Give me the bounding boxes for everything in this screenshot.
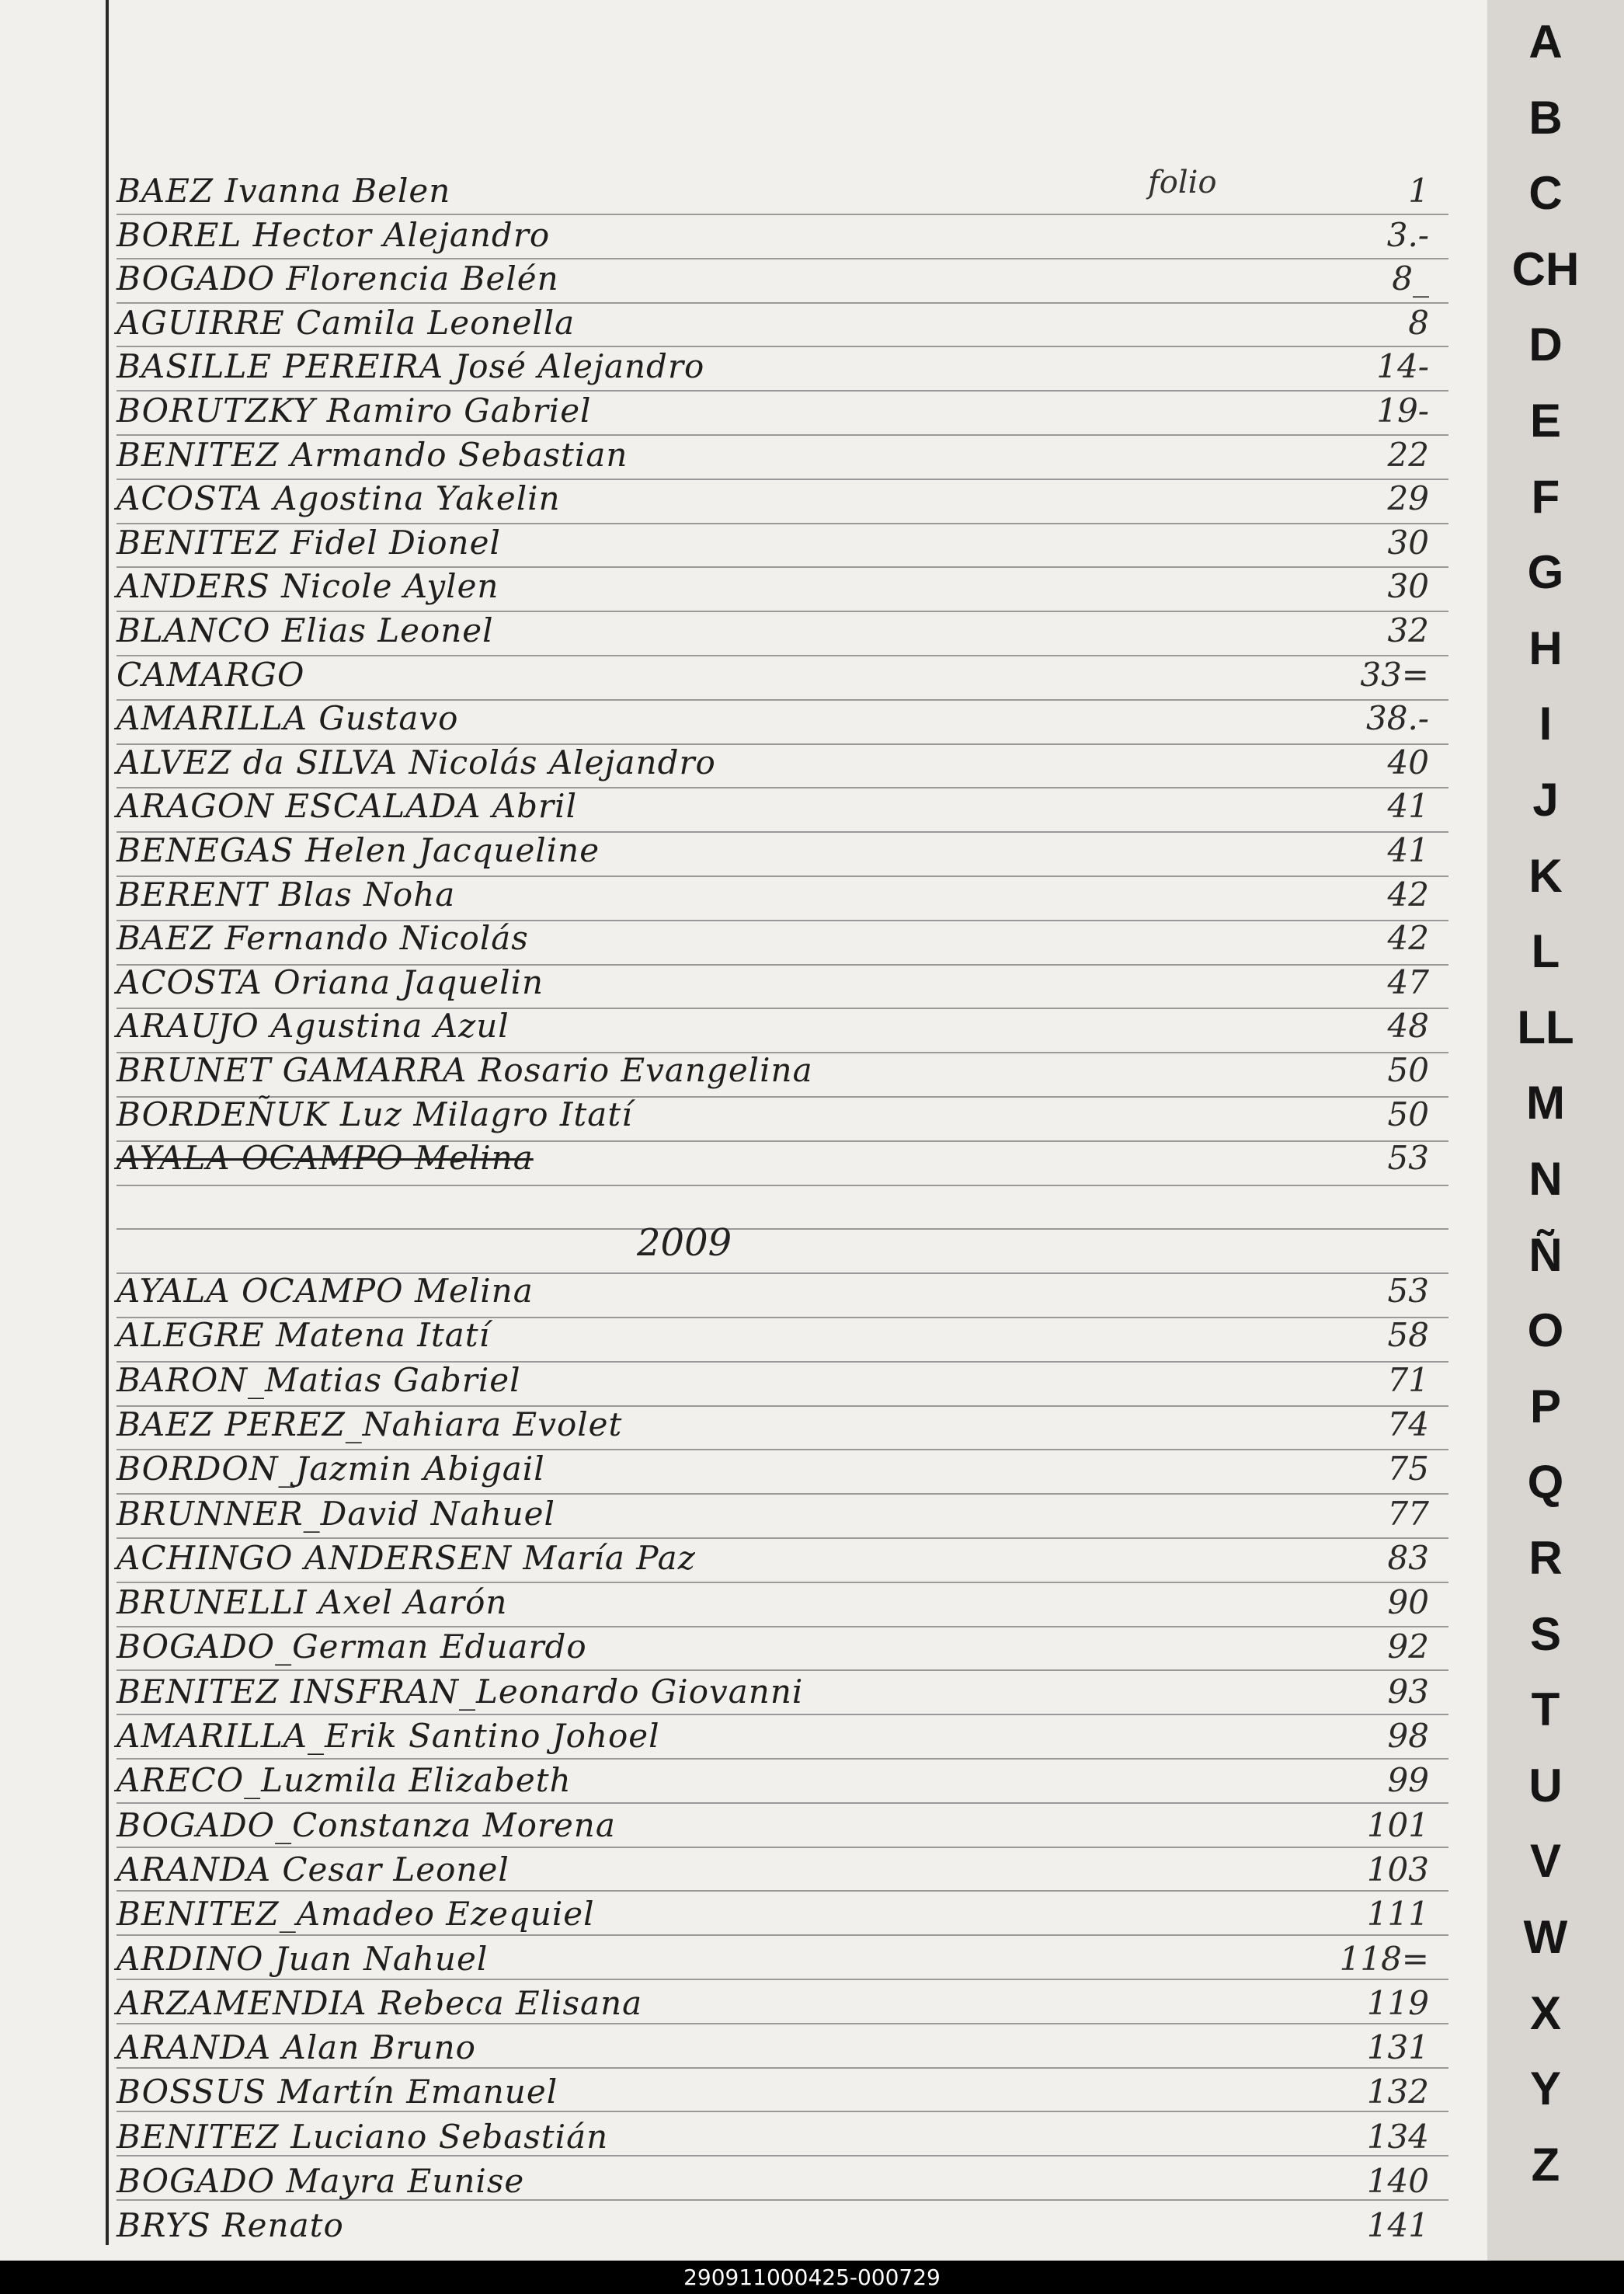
entry-row xyxy=(0,1447,1476,1491)
entry-folio-number: 38.- xyxy=(1366,699,1429,738)
entry-row xyxy=(0,1982,1476,2025)
index-tab[interactable]: Q xyxy=(1527,1456,1564,1508)
entry-row xyxy=(0,1625,1476,1669)
entry-row xyxy=(0,609,1476,653)
entry-name: BENITEZ Luciano Sebastián xyxy=(116,2117,609,2156)
entry-folio-number: 92 xyxy=(1387,1627,1429,1666)
entry-folio-number: 32 xyxy=(1387,611,1429,649)
index-tab[interactable]: Z xyxy=(1531,2139,1560,2191)
entry-name: ARAGON ESCALADA Abril xyxy=(116,787,578,826)
entry-name: BENITEZ INSFRAN_Leonardo Giovanni xyxy=(116,1672,804,1711)
entry-row xyxy=(0,961,1476,1004)
entry-name: ARZAMENDIA Rebeca Elisana xyxy=(116,1983,643,2022)
entry-row xyxy=(0,1403,1476,1446)
entry-name: BENEGAS Helen Jacqueline xyxy=(116,831,600,869)
entry-folio-number: 134 xyxy=(1366,2117,1429,2156)
entry-row xyxy=(0,1804,1476,1847)
entry-row xyxy=(0,1049,1476,1092)
entry-name: ARDINO Juan Nahuel xyxy=(116,1939,489,1978)
entry-name: ARECO_Luzmila Elizabeth xyxy=(116,1761,572,1800)
entry-name: BORUTZKY Ramiro Gabriel xyxy=(116,392,592,430)
entry-row xyxy=(0,653,1476,697)
entry-name: BOGADO_Constanza Morena xyxy=(116,1805,616,1844)
index-tab[interactable]: G xyxy=(1527,546,1564,598)
image-caption-bar xyxy=(0,2261,1624,2294)
entry-name: ACOSTA Oriana Jaquelin xyxy=(116,963,544,1001)
entry-name: BARON_Matias Gabriel xyxy=(116,1360,521,1399)
entry-folio-number: 119 xyxy=(1366,1983,1429,2022)
entry-row xyxy=(0,697,1476,740)
entry-name: ACOSTA Agostina Yakelin xyxy=(116,479,561,518)
entry-name: BORDON_Jazmin Abigail xyxy=(116,1450,545,1488)
entry-folio-number: 93 xyxy=(1387,1672,1429,1711)
entry-row xyxy=(0,169,1476,213)
entry-name: CAMARGO xyxy=(116,655,305,694)
index-tab[interactable]: C xyxy=(1528,167,1563,219)
entry-folio-number: 103 xyxy=(1366,1850,1429,1888)
entry-row xyxy=(0,1937,1476,1981)
entry-folio-number: 141 xyxy=(1366,2206,1429,2245)
entry-name: AYALA OCAMPO Melina xyxy=(116,1272,534,1310)
folio-column-label: folio xyxy=(1148,165,1217,200)
index-tab[interactable]: F xyxy=(1531,471,1560,523)
image-id-label: 290911000425-000729 xyxy=(683,2264,941,2290)
entry-row xyxy=(0,257,1476,301)
entry-row xyxy=(0,565,1476,608)
index-tab[interactable]: D xyxy=(1528,319,1563,371)
entry-name: BENITEZ Armando Sebastian xyxy=(116,435,628,474)
entry-folio-number: 33= xyxy=(1360,655,1429,694)
entry-folio-number: 42 xyxy=(1387,875,1429,914)
entry-name: BRYS Renato xyxy=(116,2206,344,2245)
entry-row xyxy=(0,345,1476,388)
entry-name: BASILLE PEREIRA José Alejandro xyxy=(116,347,705,386)
entry-folio-number: 30 xyxy=(1387,523,1429,562)
entry-row xyxy=(0,389,1476,433)
entry-row xyxy=(0,1492,1476,1536)
entry-row xyxy=(0,1581,1476,1624)
entry-folio-number: 75 xyxy=(1387,1450,1429,1488)
entry-folio-number: 53 xyxy=(1387,1139,1429,1178)
entry-folio-number: 98 xyxy=(1387,1717,1429,1755)
entry-row xyxy=(0,1137,1476,1180)
entry-folio-number: 14- xyxy=(1376,347,1429,386)
entry-folio-number: 19- xyxy=(1376,392,1429,430)
entry-row xyxy=(0,1269,1476,1313)
index-tab[interactable]: E xyxy=(1529,395,1562,447)
entry-folio-number: 74 xyxy=(1387,1405,1429,1443)
index-tab[interactable]: K xyxy=(1528,850,1563,902)
entry-row xyxy=(0,1359,1476,1402)
index-tab[interactable]: M xyxy=(1526,1077,1565,1129)
index-tab[interactable]: S xyxy=(1529,1608,1562,1660)
entry-folio-number: 77 xyxy=(1387,1494,1429,1533)
entry-name: BENITEZ_Amadeo Ezequiel xyxy=(116,1895,595,1934)
index-tab[interactable]: B xyxy=(1528,92,1563,144)
entry-row xyxy=(0,1714,1476,1758)
entry-folio-number: 3.- xyxy=(1386,215,1429,254)
entry-name: ARAUJO Agustina Azul xyxy=(116,1007,509,1046)
alphabet-index-tabs xyxy=(1487,0,1624,2261)
entry-folio-number: 29 xyxy=(1387,479,1429,518)
entry-folio-number: 131 xyxy=(1366,2028,1429,2067)
entry-name: BAEZ Fernando Nicolás xyxy=(116,919,529,958)
entry-name: BRUNET GAMARRA Rosario Evangelina xyxy=(116,1051,813,1089)
index-tab[interactable]: I xyxy=(1539,698,1553,750)
entry-row xyxy=(0,2115,1476,2159)
entry-folio-number: 71 xyxy=(1387,1360,1429,1399)
index-tab[interactable]: LL xyxy=(1517,1001,1574,1053)
entry-row xyxy=(0,1892,1476,1936)
entry-row xyxy=(0,1848,1476,1892)
entry-name: ACHINGO ANDERSEN María Paz xyxy=(116,1538,696,1577)
entry-folio-number: 41 xyxy=(1387,787,1429,826)
entry-name: BAEZ PEREZ_Nahiara Evolet xyxy=(116,1405,623,1443)
entry-row xyxy=(0,829,1476,872)
entry-name: BERENT Blas Noha xyxy=(116,875,456,914)
entry-row xyxy=(0,1759,1476,1802)
entry-folio-number: 58 xyxy=(1387,1316,1429,1355)
entry-row xyxy=(0,1670,1476,1714)
entry-folio-number: 30 xyxy=(1387,567,1429,606)
entry-name: AMARILLA Gustavo xyxy=(116,699,459,738)
entry-folio-number: 8_ xyxy=(1392,259,1429,298)
entry-name: AGUIRRE Camila Leonella xyxy=(116,303,576,342)
entry-row xyxy=(0,214,1476,257)
entry-name: AYALA OCAMPO Melina xyxy=(116,1139,534,1178)
index-tab[interactable]: L xyxy=(1531,925,1560,977)
entry-name: BLANCO Elias Leonel xyxy=(116,611,494,649)
index-tab[interactable]: N xyxy=(1528,1153,1563,1205)
entry-row xyxy=(0,785,1476,828)
entry-row xyxy=(0,917,1476,960)
entry-folio-number: 41 xyxy=(1387,831,1429,869)
entry-folio-number: 50 xyxy=(1387,1095,1429,1133)
entry-row xyxy=(0,2160,1476,2203)
entry-row xyxy=(0,1537,1476,1580)
entry-row xyxy=(0,2070,1476,2114)
entry-name: BAEZ Ivanna Belen xyxy=(116,172,451,210)
index-tab[interactable]: Y xyxy=(1529,2063,1562,2115)
entry-row xyxy=(0,1314,1476,1357)
entry-name: BORDEÑUK Luz Milagro Itatí xyxy=(116,1095,633,1133)
entry-name: BOGADO Florencia Belén xyxy=(116,259,559,298)
entry-folio-number: 101 xyxy=(1366,1805,1429,1844)
entry-folio-number: 140 xyxy=(1366,2162,1429,2200)
index-tab[interactable]: W xyxy=(1523,1911,1568,1963)
entry-name: BOGADO Mayra Eunise xyxy=(116,2162,525,2200)
entry-folio-number: 48 xyxy=(1387,1007,1429,1046)
entry-folio-number: 1 xyxy=(1408,172,1429,210)
index-tab[interactable]: R xyxy=(1528,1532,1563,1584)
entry-row xyxy=(0,873,1476,917)
entry-folio-number: 50 xyxy=(1387,1051,1429,1089)
index-tab[interactable]: A xyxy=(1528,16,1563,68)
entry-folio-number: 40 xyxy=(1387,743,1429,781)
entry-folio-number: 8 xyxy=(1408,303,1429,342)
index-tab[interactable]: P xyxy=(1529,1380,1562,1432)
entry-folio-number: 47 xyxy=(1387,963,1429,1001)
entry-name: ARANDA Alan Bruno xyxy=(116,2028,476,2067)
entry-folio-number: 53 xyxy=(1387,1272,1429,1310)
entry-name: BRUNNER_David Nahuel xyxy=(116,1494,555,1533)
entry-row xyxy=(0,2026,1476,2069)
entry-folio-number: 90 xyxy=(1387,1583,1429,1622)
index-tab[interactable]: H xyxy=(1528,622,1563,674)
year-heading: 2009 xyxy=(637,1221,732,1265)
entry-name: BOGADO_German Eduardo xyxy=(116,1627,587,1666)
index-tab[interactable]: T xyxy=(1531,1683,1560,1735)
index-tab[interactable]: O xyxy=(1527,1304,1564,1356)
entry-name: BOSSUS Martín Emanuel xyxy=(116,2073,558,2111)
entry-folio-number: 42 xyxy=(1387,919,1429,958)
entry-name: AMARILLA_Erik Santino Johoel xyxy=(116,1717,660,1755)
entry-folio-number: 132 xyxy=(1366,2073,1429,2111)
index-tab[interactable]: X xyxy=(1529,1987,1562,2039)
entry-row xyxy=(0,433,1476,477)
entry-folio-number: 22 xyxy=(1387,435,1429,474)
entry-row xyxy=(0,477,1476,520)
entry-name: ALVEZ da SILVA Nicolás Alejandro xyxy=(116,743,716,781)
entry-row xyxy=(0,741,1476,785)
entry-folio-number: 83 xyxy=(1387,1538,1429,1577)
entry-row xyxy=(0,1004,1476,1048)
entry-name: BENITEZ Fidel Dionel xyxy=(116,523,501,562)
entry-name: BOREL Hector Alejandro xyxy=(116,215,551,254)
entry-row xyxy=(0,1093,1476,1137)
entry-name: BRUNELLI Axel Aarón xyxy=(116,1583,508,1622)
index-tab[interactable]: U xyxy=(1528,1760,1563,1812)
entry-name: ANDERS Nicole Aylen xyxy=(116,567,499,606)
entry-name: ALEGRE Matena Itatí xyxy=(116,1316,491,1355)
index-tab[interactable]: Ñ xyxy=(1528,1229,1563,1281)
entry-row xyxy=(0,301,1476,345)
entry-row xyxy=(0,2204,1476,2247)
index-tab[interactable]: J xyxy=(1532,774,1559,826)
index-tab[interactable]: CH xyxy=(1511,243,1580,295)
entry-folio-number: 111 xyxy=(1366,1895,1429,1934)
entry-folio-number: 118= xyxy=(1339,1939,1429,1978)
index-tab[interactable]: V xyxy=(1529,1835,1562,1887)
entry-row xyxy=(0,521,1476,565)
entry-name: ARANDA Cesar Leonel xyxy=(116,1850,509,1888)
entry-folio-number: 99 xyxy=(1387,1761,1429,1800)
